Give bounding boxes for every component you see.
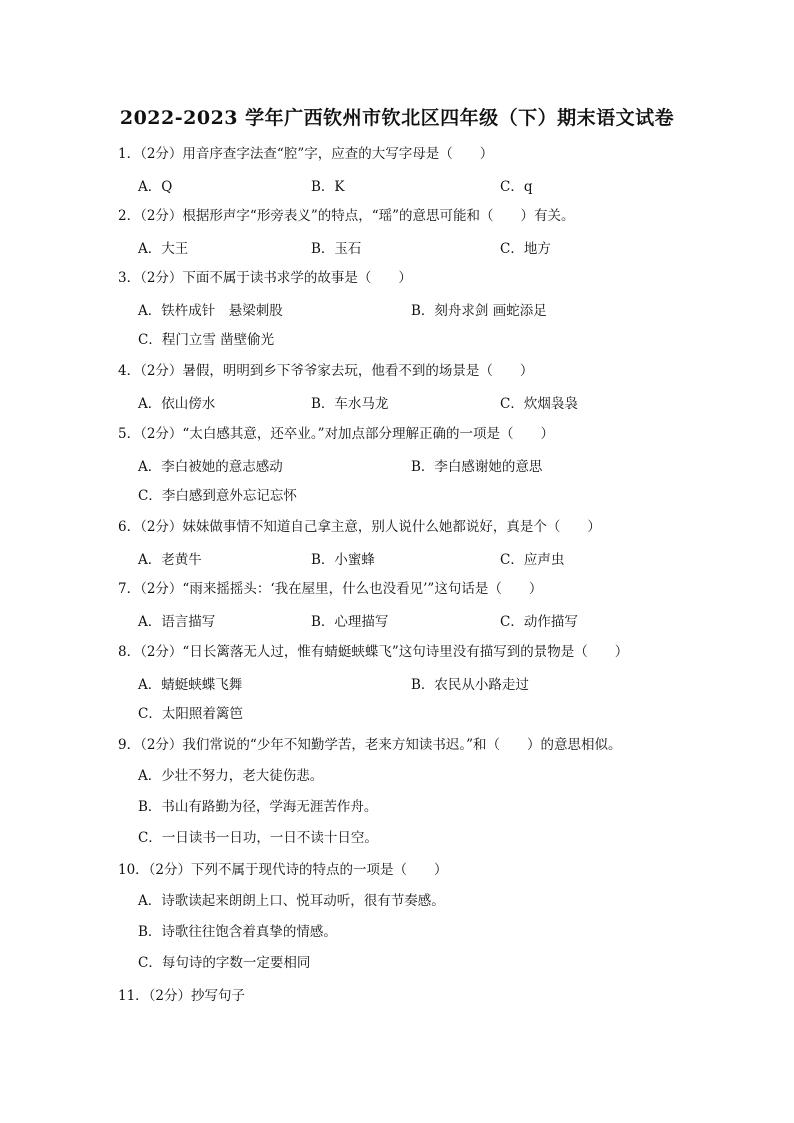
option-a: A．诗歌读起来朗朗上口、悦耳动听，很有节奏感。	[138, 893, 445, 909]
option-b: B．玉石	[311, 241, 362, 257]
option-b: B．书山有路勤为径，学海无涯苦作舟。	[138, 799, 378, 815]
option-b: B．K	[311, 179, 345, 195]
option-b: B．诗歌往往饱含着真挚的情感。	[138, 924, 337, 940]
question-7	[118, 579, 698, 630]
option-c: C．程门立雪 凿壁偷光	[138, 332, 275, 348]
question-text: 11．（2分）抄写句子	[118, 988, 246, 1004]
question-text: 3．（2分）下面不属于读书求学的故事是（ ）	[118, 270, 412, 286]
question-3	[118, 268, 698, 350]
question-text: 1．（2分）用音序查字法查“腔”字，应查的大写字母是（ ）	[118, 146, 494, 162]
question-9	[118, 735, 698, 848]
question-text: 4．（2分）暑假，明明到乡下爷爷家去玩，他看不到的场景是（ ）	[118, 363, 534, 379]
option-b: B．小蜜蜂	[311, 552, 375, 568]
option-c: C．太阳照着篱笆	[138, 706, 243, 722]
option-c: C．应声虫	[500, 552, 565, 568]
question-text: 6．（2分）妹妹做事情不知道自己拿主意，别人说什么她都说好，真是个（ ）	[118, 519, 601, 535]
option-a: A．蜻蜓蛱蝶飞舞	[138, 677, 243, 693]
option-c: C．每句诗的字数一定要相同	[138, 955, 311, 971]
option-a: A．铁杵成针 悬梁刺股	[138, 303, 283, 319]
option-c: C．炊烟袅袅	[500, 396, 578, 412]
option-b: B．农民从小路走过	[411, 677, 529, 693]
question-6	[118, 517, 698, 568]
question-text: 10．（2分）下列不属于现代诗的特点的一项是（ ）	[118, 862, 448, 878]
question-text: 7．（2分）“雨来摇摇头：‘我在屋里，什么也没看见’”这句话是（ ）	[118, 581, 543, 597]
option-c: C．地方	[500, 241, 551, 257]
option-a: A．老黄牛	[138, 552, 202, 568]
option-a: A．少壮不努力，老大徒伤悲。	[138, 768, 324, 784]
question-text: 2．（2分）根据形声字“形旁表义”的特点，“瑶”的意思可能和（ ）有关。	[118, 208, 575, 224]
question-11	[118, 986, 698, 1006]
option-b: B．刻舟求剑 画蛇添足	[411, 303, 547, 319]
question-8	[118, 642, 698, 724]
option-c: C．动作描写	[500, 614, 578, 630]
option-b: B．心理描写	[311, 614, 389, 630]
question-1	[118, 144, 698, 195]
option-a: A．Q	[138, 179, 173, 195]
question-text: 5．（2分）“太白感其意，还卒业。”对加点部分理解正确的一项是（ ）	[118, 426, 554, 442]
question-4	[118, 361, 698, 412]
question-2	[118, 206, 698, 257]
question-10	[118, 860, 698, 973]
question-text: 8．（2分）“日长篱落无人过，惟有蜻蜓蛱蝶飞”这句诗里没有描写到的景物是（ ）	[118, 644, 629, 660]
option-a: A．语言描写	[138, 614, 216, 630]
option-a: A．依山傍水	[138, 396, 216, 412]
exam-title: 2022-2023 学年广西钦州市钦北区四年级（下）期末语文试卷	[119, 107, 675, 129]
option-c: C．q	[500, 179, 533, 195]
option-c: C．一日读书一日功，一日不读十日空。	[138, 830, 378, 846]
question-5	[118, 424, 698, 506]
question-text: 9．（2分）我们常说的“少年不知勤学苦，老来方知读书迟。”和（ ）的意思相似。	[118, 737, 622, 753]
option-b: B．车水马龙	[311, 396, 389, 412]
option-a: A．大王	[138, 241, 189, 257]
option-c: C．李白感到意外忘记忘怀	[138, 488, 297, 504]
option-b: B．李白感谢她的意思	[411, 459, 543, 475]
option-a: A．李白被她的意志感动	[138, 459, 283, 475]
